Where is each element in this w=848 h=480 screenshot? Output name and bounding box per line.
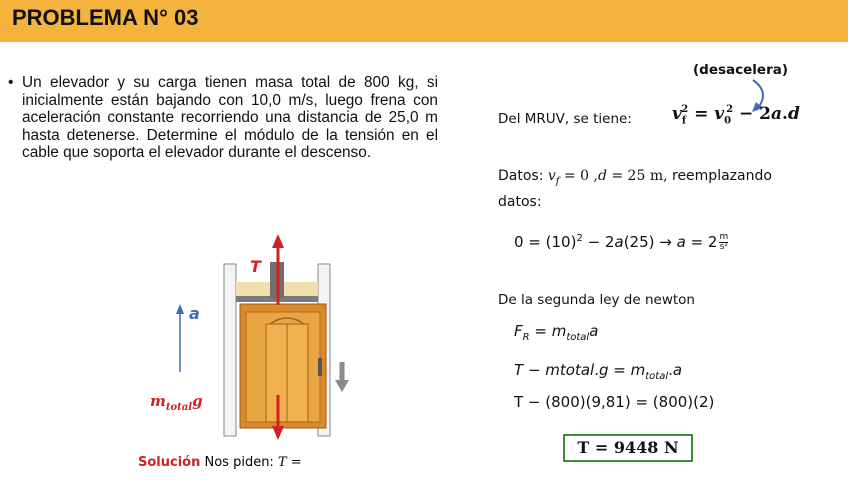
weight-g: g bbox=[192, 392, 203, 410]
calc-line: $0 = (10)^2 - 2a(25) \to a = 2$ $\frac{m}{\text{s²}}$ bbox=[514, 232, 729, 252]
answer-box: T = 9448 N bbox=[563, 434, 693, 462]
equation-2: T − mtotal.g = $m_{total}.a$ bbox=[514, 361, 683, 382]
tension-arrowhead bbox=[272, 234, 284, 248]
bullet: • bbox=[8, 74, 14, 91]
solution-label: Solución bbox=[138, 455, 201, 470]
acceleration-arrowhead bbox=[176, 304, 184, 314]
solution-unknown: T = bbox=[277, 455, 302, 470]
equation-3: T − (800)(9,81) = (800)(2) bbox=[514, 393, 715, 411]
solution-line bbox=[138, 455, 302, 470]
shaft-wall-left bbox=[224, 264, 236, 436]
weight-sub: total bbox=[165, 402, 193, 413]
solution-text: Nos piden: bbox=[204, 455, 274, 470]
weight-arrowhead bbox=[272, 426, 284, 440]
newton-title: De la segunda ley de newton bbox=[498, 292, 695, 308]
mruv-formula: $v_f^2 = v_0^2 - 2a.d$ bbox=[672, 104, 800, 127]
page-title: PROBLEMA N° 03 bbox=[12, 5, 199, 30]
velocity-arrowhead bbox=[335, 380, 349, 392]
weight-m: m bbox=[150, 392, 166, 410]
acceleration-label: a bbox=[189, 304, 200, 323]
call-panel bbox=[318, 358, 322, 376]
mruv-text: Del MRUV, se tiene: bbox=[498, 111, 632, 127]
datos-text: Datos: $v_f = 0$ ,d = 25 m, reemplazando datos: bbox=[498, 168, 772, 210]
weight-label bbox=[150, 392, 203, 413]
decelerate-note: (desacelera) bbox=[693, 62, 789, 78]
tension-label: T bbox=[250, 257, 261, 276]
problem-text: Un elevador y su carga tienen masa total de 800 kg, si inicialmente están bajando con 10,0 m/s, luego frena con aceleración constante recorriendo una distancia de 25,0 m hasta detenerse. Determine el módulo de la tensión en el cable que soporta el elevador durante el descenso. bbox=[22, 74, 438, 161]
equation-1: $F_R = m_{total}a$ bbox=[514, 322, 599, 343]
